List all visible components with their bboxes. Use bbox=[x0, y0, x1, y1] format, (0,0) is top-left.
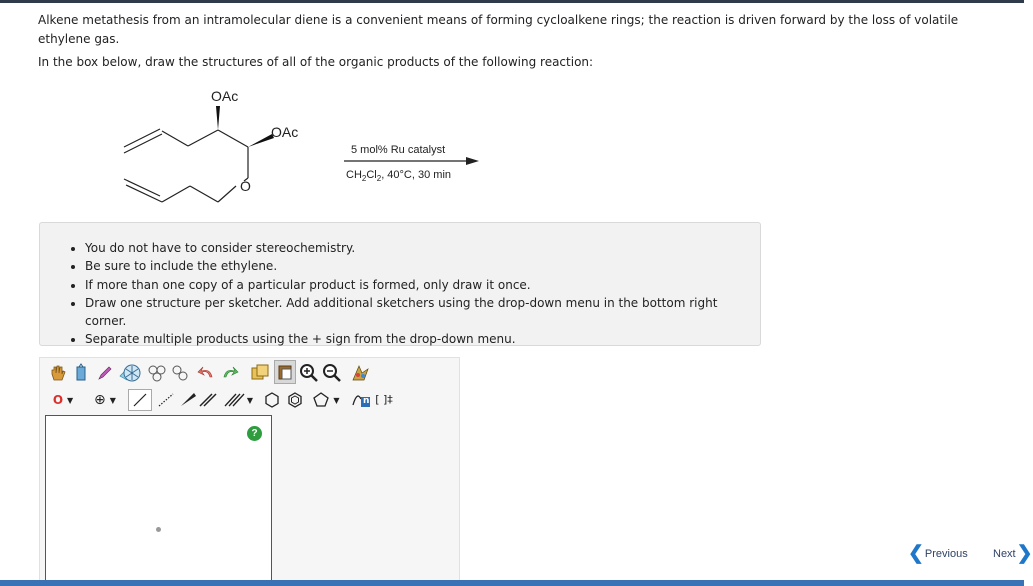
canvas-marker bbox=[156, 527, 161, 532]
ring-template-icon bbox=[122, 363, 142, 383]
ring-template-button[interactable] bbox=[122, 363, 142, 383]
templates-color-button[interactable] bbox=[350, 363, 372, 383]
single-bond-button[interactable] bbox=[128, 389, 152, 411]
chain-template-icon bbox=[147, 363, 167, 383]
previous-button[interactable] bbox=[908, 543, 968, 564]
instruction-item: • You do not have to consider stereochemistry. bbox=[85, 239, 760, 257]
hand-icon bbox=[48, 364, 66, 382]
zoom-in-icon bbox=[299, 363, 319, 383]
cleanup-button[interactable] bbox=[170, 363, 190, 383]
charge-select[interactable] bbox=[88, 391, 122, 409]
wedge-bond-button[interactable] bbox=[178, 391, 198, 409]
question-paragraph: Alkene metathesis from an intramolecular diene is a convenient means of forming cycloalkene rings; the reaction is driven forward by the loss of volatile ethylene gas. bbox=[38, 13, 959, 46]
double-bond-button[interactable] bbox=[198, 391, 218, 409]
pencil-icon bbox=[96, 364, 114, 382]
chevron-right-icon: ❯ bbox=[1016, 543, 1033, 564]
triple-bond-icon bbox=[223, 391, 245, 409]
undo-icon bbox=[196, 363, 216, 383]
cyclohexane-icon bbox=[263, 391, 281, 409]
chevron-down-icon: ▼ bbox=[246, 395, 254, 405]
sketcher-canvas[interactable] bbox=[45, 415, 272, 586]
paste-button[interactable] bbox=[274, 360, 296, 384]
next-button[interactable] bbox=[993, 543, 1033, 564]
hashed-bond-button[interactable] bbox=[156, 391, 176, 409]
copy-icon bbox=[250, 363, 270, 383]
previous-label: Previous bbox=[924, 548, 968, 560]
cyclohexane-button[interactable] bbox=[262, 391, 282, 409]
bracket-label: [ ]‡ bbox=[375, 392, 393, 406]
conditions-label: $CH_2Cl_2$, 40°C, 30 min bbox=[346, 169, 452, 183]
instruction-item: • Separate multiple products using the + sign from the drop-down menu. bbox=[85, 330, 760, 348]
lasso-select-button[interactable] bbox=[71, 363, 91, 383]
single-bond-icon bbox=[131, 391, 149, 409]
bracket-button[interactable] bbox=[372, 389, 396, 409]
reaction-scheme bbox=[0, 0, 1024, 220]
zoom-out-button[interactable] bbox=[322, 363, 342, 383]
instructions-box bbox=[39, 222, 761, 346]
instruction-item: • If more than one copy of a particular product is formed, only draw it once. bbox=[85, 276, 760, 294]
sgroup-button[interactable] bbox=[348, 389, 372, 409]
atom-label: O bbox=[52, 393, 64, 407]
copy-button[interactable] bbox=[250, 363, 270, 383]
benzene-icon bbox=[286, 391, 304, 409]
instruction-item: • Draw one structure per sketcher. Add additional sketchers using the drop-down menu in the bottom right corner. bbox=[85, 294, 760, 331]
benzene-button[interactable] bbox=[285, 391, 305, 409]
arrow-head bbox=[466, 157, 479, 165]
oxygen-label: O bbox=[240, 178, 251, 194]
hashed-bond-icon bbox=[156, 391, 176, 409]
double-bond-icon bbox=[198, 391, 218, 409]
chevron-left-icon: ❮ bbox=[908, 543, 924, 564]
palette-icon bbox=[350, 363, 372, 383]
zoom-in-button[interactable] bbox=[299, 363, 319, 383]
chain-template-button[interactable] bbox=[147, 363, 167, 383]
cyclopentane-select[interactable] bbox=[308, 391, 344, 409]
wedge-bond-icon bbox=[178, 391, 198, 409]
cleanup-icon bbox=[170, 363, 190, 383]
bottom-bar bbox=[0, 580, 1024, 586]
chevron-down-icon: ▼ bbox=[333, 395, 340, 405]
cyclopentane-icon bbox=[312, 391, 330, 409]
redo-button[interactable] bbox=[220, 363, 240, 383]
instruction-item: • Be sure to include the ethylene. bbox=[85, 257, 760, 275]
atom-select[interactable] bbox=[48, 391, 78, 409]
help-button[interactable]: ? bbox=[247, 426, 262, 441]
hand-move-button[interactable] bbox=[47, 363, 67, 383]
pencil-draw-button[interactable] bbox=[95, 363, 115, 383]
undo-button[interactable] bbox=[196, 363, 216, 383]
sgroup-label: n bbox=[363, 396, 370, 406]
diene-skeleton bbox=[124, 129, 248, 202]
oac-label-right: OAc bbox=[271, 124, 299, 140]
catalyst-label: 5 mol% Ru catalyst bbox=[351, 144, 446, 156]
oac-label-top: OAc bbox=[211, 88, 239, 104]
zoom-out-icon bbox=[322, 363, 342, 383]
chevron-down-icon: ▼ bbox=[109, 395, 116, 405]
lasso-icon bbox=[72, 364, 90, 382]
wedge-bond-top bbox=[216, 106, 220, 130]
instructions-list bbox=[40, 239, 760, 349]
charge-label: ⊕ bbox=[94, 392, 106, 408]
paste-icon bbox=[276, 363, 294, 381]
triple-bond-select[interactable] bbox=[220, 391, 256, 409]
chevron-down-icon: ▼ bbox=[67, 395, 74, 405]
redo-icon bbox=[220, 363, 240, 383]
question-prompt: In the box below, draw the structures of all of the organic products of the following reaction: bbox=[38, 55, 594, 69]
next-label: Next bbox=[993, 548, 1016, 560]
